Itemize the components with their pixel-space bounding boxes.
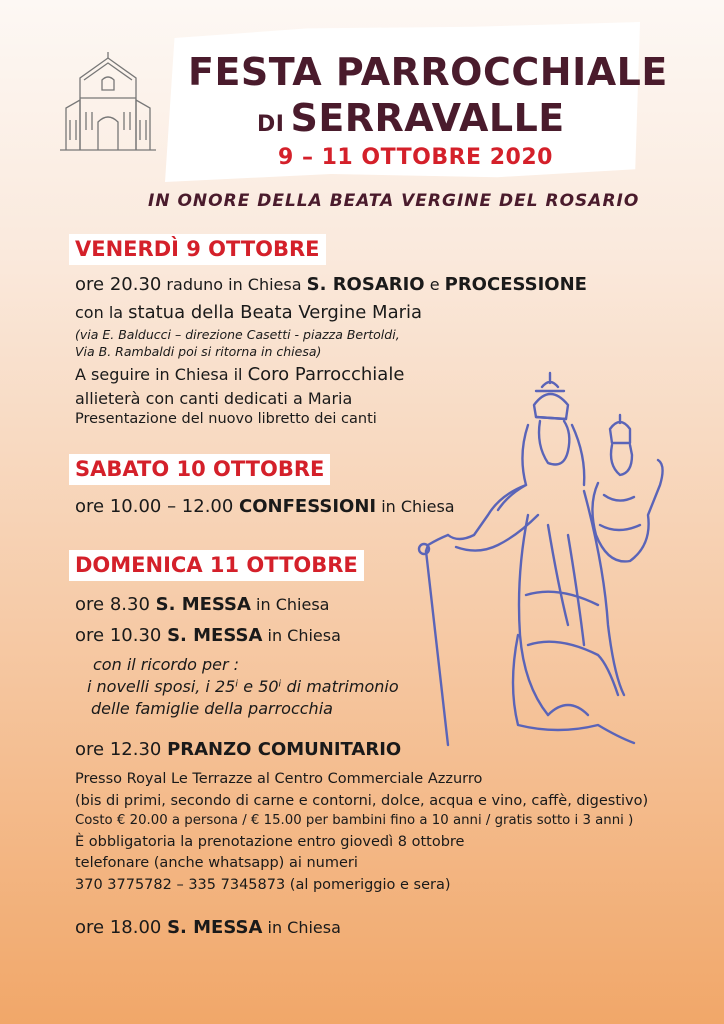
saturday-line-1	[75, 496, 455, 517]
text: con la	[75, 303, 129, 322]
time: ore 10.30	[75, 625, 168, 646]
page-title-line2	[257, 96, 565, 140]
time: ore 8.30	[75, 594, 156, 615]
sunday-lunch	[75, 739, 401, 760]
heading-saturday: SABATO 10 OTTOBRE	[69, 454, 330, 485]
messa-label: S. MESSA	[167, 625, 263, 646]
sunday-remember-1: con il ricordo per :	[93, 655, 240, 674]
text: A seguire in Chiesa il	[75, 365, 248, 384]
lunch-phone-label: telefonare (anche whatsapp) ai numeri	[75, 855, 358, 871]
sunday-mass-1	[75, 594, 329, 615]
friday-line-2	[75, 302, 422, 323]
heading-sunday: DOMENICA 11 OTTOBRE	[69, 550, 364, 581]
processione-label: PROCESSIONE	[444, 274, 587, 295]
lunch-cost: Costo € 20.00 a persona / € 15.00 per bambini fino a 10 anni / gratis sotto i 3 anni )	[75, 813, 634, 828]
time: ore 20.30	[75, 274, 162, 295]
time: ore 10.00 – 12.00	[75, 496, 240, 517]
sunday-remember-2: i novelli sposi, i 25ⁱ e 50ⁱ di matrimonio	[87, 677, 399, 696]
heading-friday: VENERDÌ 9 OTTOBRE	[69, 234, 326, 265]
title-town: SERRAVALLE	[290, 96, 565, 140]
page-title: FESTA PARROCCHIALE	[188, 50, 668, 94]
messa-label: S. MESSA	[167, 917, 263, 938]
friday-route-1: (via E. Balducci – direzione Casetti - piazza Bertoldi,	[75, 327, 400, 342]
church-drawing-icon	[58, 50, 158, 152]
event-subtitle: IN ONORE DELLA BEATA VERGINE DEL ROSARIO	[148, 191, 640, 211]
time: ore 18.00	[75, 917, 168, 938]
friday-line-5	[75, 364, 404, 385]
text: in Chiesa	[250, 595, 330, 614]
text: in Chiesa	[262, 918, 341, 937]
lunch-place: Presso Royal Le Terrazze al Centro Commerciale Azzurro	[75, 771, 483, 787]
friday-line-6: allieterà con canti dedicati a Maria	[75, 389, 353, 408]
title-prefix: DI	[257, 112, 285, 137]
text: raduno in Chiesa	[161, 275, 307, 294]
pranzo-label: PRANZO COMUNITARIO	[167, 739, 402, 760]
lunch-menu: (bis di primi, secondo di carne e contorni, dolce, acqua e vino, caffè, digestivo)	[75, 793, 649, 809]
sunday-evening-mass	[75, 917, 341, 938]
event-dates: 9 – 11 OTTOBRE 2020	[278, 145, 553, 170]
time: ore 12.30	[75, 739, 168, 760]
statua-label: statua della Beata Vergine Maria	[128, 302, 423, 323]
lunch-phone-numbers: 370 3775782 – 335 7345873 (al pomeriggio e sera)	[75, 877, 451, 893]
messa-label: S. MESSA	[155, 594, 251, 615]
sunday-mass-2	[75, 625, 341, 646]
sunday-remember-3: delle famiglie della parrocchia	[91, 699, 333, 718]
confessioni-label: CONFESSIONI	[239, 496, 377, 517]
madonna-drawing-icon	[408, 365, 678, 755]
friday-line-1	[75, 274, 587, 295]
rosario-label: S. ROSARIO	[306, 274, 425, 295]
coro-label: Coro Parrocchiale	[247, 364, 405, 385]
text: in Chiesa	[376, 497, 455, 516]
friday-route-2: Via B. Rambaldi poi si ritorna in chiesa)	[75, 344, 322, 359]
lunch-booking: È obbligatoria la prenotazione entro giovedì 8 ottobre	[75, 834, 465, 850]
text: e	[424, 275, 445, 294]
friday-line-7: Presentazione del nuovo libretto dei canti	[75, 411, 377, 427]
text: in Chiesa	[262, 626, 341, 645]
